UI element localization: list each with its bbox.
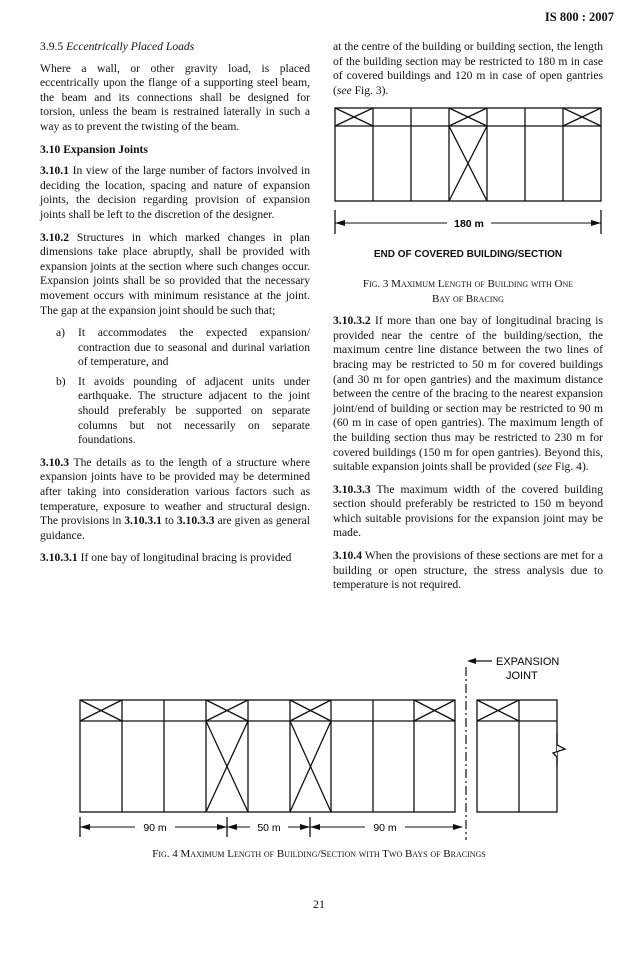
building-frame — [335, 108, 601, 201]
heading-3-10: 3.10 Expansion Joints — [40, 142, 148, 156]
list-item — [40, 375, 310, 448]
clause-text: to — [164, 514, 174, 528]
expansion-joint-label-line1: EXPANSION — [496, 656, 560, 668]
break-symbol — [553, 733, 565, 765]
paragraph-3-10-1 — [40, 164, 310, 222]
building-frame-adjacent — [477, 700, 557, 812]
clause-number: 3.10.1 — [40, 164, 69, 178]
paragraph-3-10-3-1-continued — [333, 40, 603, 98]
clause-text: ). — [381, 83, 389, 97]
paragraph-3-9-5: Where a wall, or other gravity load, is placed eccentrically upon the flange of a supporting steel beam, the beam and its connections shall be designed for torsion, unless the beam is restrained laterally in such a way as to prevent the twisting of the beam. — [40, 61, 310, 133]
dimension-arrowhead — [300, 824, 310, 830]
paragraph-3-10-3-2 — [333, 314, 603, 475]
clause-number: 3.10.3.2 — [333, 314, 371, 328]
clause-text: If more than one bay of longitudinal bracing is provided near the centre of the building/section, the maximum centre line distance between the two lines of bracing may be restricted to 50 m for covered buildings (and 30 m for open gantries) and the maximum distance between the centre of the bracing to the nearest expansion joint/end of building or section may be restricted to 90 m (60 m in case of open gantries). The maximum length of the building section thus may be restricted to 230 m for covered buildings (150 m for open gantries). Beyond this, suitable expansion joints shall be provided ( — [333, 314, 604, 474]
paragraph-3-10-3 — [40, 456, 310, 544]
figure-4-caption: Fig. 4 Maximum Length of Building/Section with Two Bays of Bracings — [152, 848, 486, 860]
see-word: see — [336, 83, 352, 97]
clause-text: are given as general guidance. — [40, 514, 310, 542]
dimension-arrowhead — [310, 824, 320, 830]
clause-number: 3.10.4 — [333, 549, 362, 563]
paragraph-3-10-3-3 — [333, 483, 603, 541]
clause-number: 3.10.3.3 — [333, 482, 371, 496]
section-title: Eccentrically Placed Loads — [66, 40, 195, 53]
clause-reference: 3.10.3.1 — [124, 514, 162, 528]
page-number: 21 — [313, 897, 325, 911]
dimension-arrowhead — [80, 824, 90, 830]
list-text: It accommodates the expected expansion/ contraction due to seasonal and durinal variation of temperature, and — [78, 326, 310, 369]
section-number: 3.9.5 — [40, 40, 64, 53]
dimension-label-180m: 180 m — [454, 218, 484, 231]
paragraph-3-10-2 — [40, 231, 310, 319]
expansion-joint-arrowhead — [467, 658, 476, 664]
clause-number: 3.10.3 — [40, 455, 69, 469]
figure-4-diagram — [0, 645, 638, 845]
see-word: see — [537, 460, 552, 474]
list-marker: a) — [56, 326, 66, 340]
clause-number: 3.10.3.1 — [40, 551, 78, 565]
left-column — [40, 40, 310, 574]
clause-text: at the centre of the building or building section, the length of the building section may be restricted to 180 m in case of covered buildings and 120 m in case of open gantries ( — [333, 40, 603, 97]
clause-text: Structures in which marked changes in plan dimensions take place abruptly, shall be provided with expansion joints at the section where such changes occur. Expansion joints shall be so provided that the necessary movement occurs with minimum resistance at the joint. The gap at the expansion joint should be such that; — [40, 230, 310, 317]
end-of-covered-building-label: END OF COVERED BUILDING/SECTION — [373, 249, 563, 261]
figure-reference: Fig. 4 — [554, 460, 582, 474]
clause-text: In view of the large number of factors involved in deciding the location, spacing and nature of expansion joints, the decision regarding provision of expansion joints shall be left to the discretion of the designer. — [40, 164, 310, 221]
dimension-label-90m: 90 m — [373, 822, 397, 834]
dimension-arrowhead — [217, 824, 227, 830]
caption-line: Bay of Bracing — [432, 292, 504, 305]
figure-reference: Fig. 3 — [354, 83, 382, 97]
clause-text: ). — [581, 460, 589, 474]
dimension-arrowhead — [335, 220, 345, 226]
list-text: It avoids pounding of adjacent units under earthquake. The structure adjacent to the joint should preferably be supported on separate columns but not necessarily on separate foundations. — [78, 374, 310, 447]
clause-number: 3.10.2 — [40, 230, 69, 244]
dimension-arrowhead — [591, 220, 601, 226]
dimension-label-90m: 90 m — [143, 822, 167, 834]
page-header-standard: IS 800 : 2007 — [544, 10, 614, 24]
heading-3-9-5 — [40, 40, 310, 55]
dimension-arrowhead — [227, 824, 237, 830]
clause-text: If one bay of longitudinal bracing is provided — [80, 551, 292, 565]
clause-text: The maximum width of the covered building section should preferably be restricted to 150 m beyond which suitable provisions for the expansion joint may be made. — [333, 482, 603, 540]
paragraph-3-10-3-1 — [40, 551, 310, 566]
clause-text: When the provisions of these sections are met for a building or open structure, the stress analysis due to temperature is not required. — [333, 549, 603, 592]
building-frame-main — [80, 700, 455, 812]
dimension-arrowhead — [453, 824, 463, 830]
caption-line: Fig. 3 Maximum Length of Building with One — [362, 277, 574, 290]
figure-3-diagram — [333, 106, 605, 238]
clause-text: The details as to the length of a structure where expansion joints have to be provided may be determined after taking into consideration various factors such as temperature, exposure to weather and structural design. The provisions in — [40, 455, 310, 528]
clause-reference: 3.10.3.3 — [176, 514, 215, 528]
list-marker: b) — [56, 374, 66, 388]
right-column — [333, 40, 603, 601]
paragraph-3-10-4 — [333, 549, 603, 593]
dimension-label-50m: 50 m — [257, 822, 281, 834]
expansion-joint-label-line2: JOINT — [506, 670, 538, 682]
gap-requirements-list — [40, 326, 310, 448]
list-item — [40, 326, 310, 370]
figure-3-caption — [333, 277, 603, 306]
